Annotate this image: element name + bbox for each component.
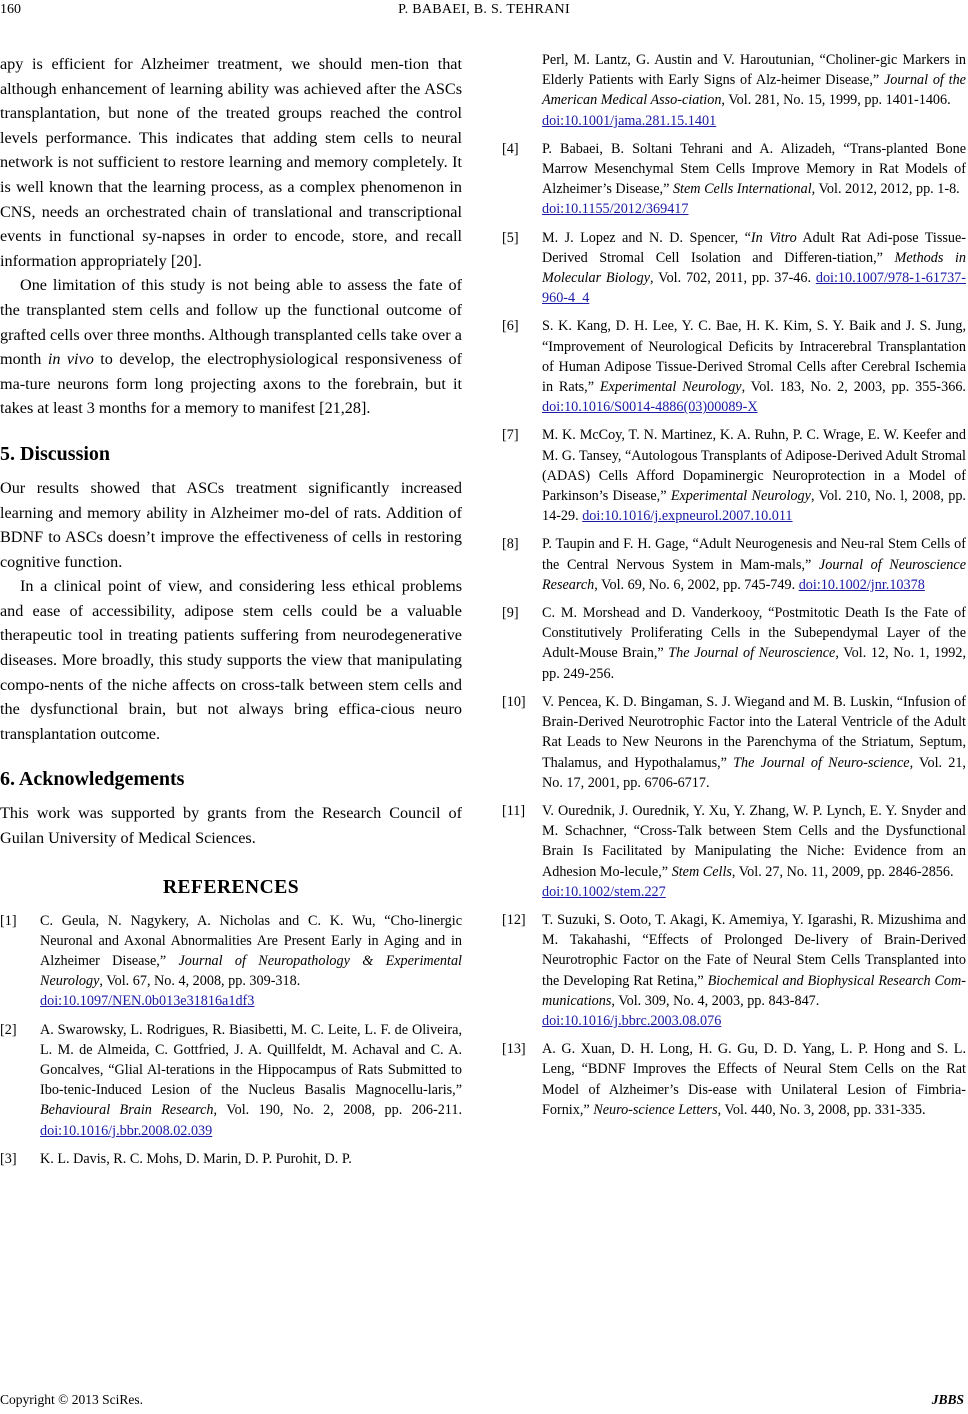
reference-journal: Stem Cells xyxy=(671,863,732,880)
reference-item xyxy=(502,50,966,131)
reference-item xyxy=(502,1039,966,1120)
page-number: 160 xyxy=(0,2,21,17)
reference-text: V. Ourednik, J. Ourednik, Y. Xu, Y. Zhang, W. P. Lynch, E. Y. Snyder and M. Schachner, “Cross-Talk between Stem Cells and the Dysfunctional Brain Is Facilitated by Manipulating the Niche: Evidence from an Adhesion Mo-lecule,” xyxy=(542,802,966,880)
left-column xyxy=(0,52,462,1177)
reference-number: [3] xyxy=(0,1150,17,1167)
reference-number: [9] xyxy=(502,605,519,622)
reference-number: [1] xyxy=(0,912,17,929)
reference-details: , Vol. 69, No. 6, 2002, pp. 745-749. xyxy=(594,576,799,593)
doi-link[interactable]: doi:10.1097/NEN.0b013e31816a1df3 xyxy=(40,993,255,1010)
reference-item xyxy=(502,910,966,1031)
doi-link[interactable]: doi:10.1016/j.expneurol.2007.10.011 xyxy=(582,508,793,525)
reference-number: [12] xyxy=(502,911,526,928)
reference-journal: Journal of the American Medical Asso-ciation xyxy=(542,72,966,109)
reference-number: [4] xyxy=(502,140,519,157)
page-footer xyxy=(0,1392,968,1412)
reference-journal: The Journal of Neuroscience xyxy=(668,645,836,662)
reference-details: , Vol. 27, No. 11, 2009, pp. 2846-2856. xyxy=(731,863,954,880)
reference-item xyxy=(502,139,966,220)
section-heading-discussion: 5. Discussion xyxy=(0,442,111,465)
reference-details: , Vol. 21, No. 17, 2001, pp. 6706-6717. xyxy=(542,754,966,791)
reference-item xyxy=(502,316,966,417)
reference-journal: Behavioural Brain Research xyxy=(40,1102,214,1119)
reference-text: M. K. McCoy, T. N. Martinez, K. A. Ruhn, P. C. Wrage, E. W. Keefer and M. G. Tansey, “Autologous Transplants of Adipose-Derived Adult Stromal (ADAS) Cells Afford Dopaminergic Neuroprotection in a Model of Parkinson’s Disease,” xyxy=(542,427,966,505)
doi-link[interactable]: doi:10.1016/S0014-4886(03)00089-X xyxy=(542,399,758,416)
reference-item xyxy=(502,603,966,684)
reference-text: A. Swarowsky, L. Rodrigues, R. Biasibetti, M. C. Leite, L. F. de Oliveira, L. M. de Almeida, C. Gottfried, J. A. Quillfeldt, M. Achaval and C. A. Goncalves, “Glial Al-terations in the Hippocampus of Rats Submitted to Ibo-tenic-Induced Lesion of the Nucleus Basalis Magnocellu-laris,” xyxy=(40,1021,462,1099)
doi-link[interactable]: doi:10.1001/jama.281.15.1401 xyxy=(542,112,717,129)
reference-journal: Journal of Neuroscience Research xyxy=(542,556,966,593)
reference-number: [2] xyxy=(0,1021,17,1038)
reference-text: Perl, M. Lantz, G. Austin and V. Haroutunian, “Choliner-gic Markers in Elderly Patients with Early Signs of Alz-heimer Disease,” xyxy=(542,52,966,89)
reference-journal: Experimental Neurology xyxy=(670,488,811,505)
reference-details: , Vol. 210, No. l, 2008, pp. 14-29. xyxy=(542,488,966,525)
copyright-notice: Copyright © 2013 SciRes. xyxy=(0,1392,144,1407)
reference-text: T. Suzuki, S. Ooto, T. Akagi, K. Amemiya, Y. Igarashi, R. Mizushima and M. Takahashi, “Effects of Prolonged De-livery of Brain-Derived Neurotrophic Factor on the Fate of Neural Stem Cells Transplanted into the Developing Rat Retina,” xyxy=(542,911,966,989)
doi-link[interactable]: doi:10.1002/stem.227 xyxy=(542,883,666,900)
running-title: P. BABAEI, B. S. TEHRANI xyxy=(398,2,570,17)
reference-number: [8] xyxy=(502,536,519,553)
body-paragraph: Our results showed that ASCs treatment significantly increased learning and memory ability in Alzheimer mo-del of rats. Addition of BDNF to ASCs doesn’t improve the effectiveness of cells in restoring cognitive function. xyxy=(0,478,462,571)
reference-journal: Journal of Neuropathology & Experimental Neurology xyxy=(40,953,462,990)
right-column xyxy=(502,50,966,1128)
body-paragraph: apy is efficient for Alzheimer treatment, we should men-tion that although enhancement of learning ability was achieved after the ASCs transplantation, but none of the treated groups reached the control levels performance. This indicates that adding stem cells to neural network is not sufficient to restore learning and memory completely. It is well known that the learning process, as a complex phenomenon in CNS, needs an orchestrated chain of translational and transcriptional events in functional sy-napses in order to encode, store, and recall information appropriately [20]. xyxy=(0,55,462,270)
reference-text: Adult Rat Adi-pose Tissue-Derived Stromal Cell Isolation and Differen-tiation,” xyxy=(542,229,967,266)
reference-item xyxy=(502,425,966,526)
reference-number: [11] xyxy=(502,802,526,819)
reference-details: , Vol. 190, No. 2, 2008, pp. 206-211. xyxy=(213,1102,462,1119)
page-header xyxy=(0,0,968,22)
reference-item xyxy=(0,1149,462,1169)
reference-journal: Methods in Molecular Biology xyxy=(542,249,966,287)
journal-abbreviation: JBBS xyxy=(931,1392,964,1407)
reference-number: [5] xyxy=(502,229,519,246)
reference-text: P. Taupin and F. H. Gage, “Adult Neurogenesis and Neu-ral Stem Cells of the Central Nervous System in Mam-mals,” xyxy=(542,536,966,573)
reference-text: P. Babaei, B. Soltani Tehrani and A. Alizadeh, “Trans-planted Bone Marrow Mesenchymal Stem Cells Improve Memory in Rat Models of Alzheimer’s Disease,” xyxy=(542,140,966,198)
reference-title-italic: In Vitro xyxy=(750,229,797,246)
doi-link[interactable]: doi:10.1155/2012/369417 xyxy=(542,201,689,218)
reference-details: , Vol. 67, No. 4, 2008, pp. 309-318. xyxy=(99,973,301,990)
reference-journal: The Journal of Neuro-science xyxy=(733,754,910,771)
reference-details: , Vol. 702, 2011, pp. 37-46. xyxy=(650,270,816,287)
reference-number: [6] xyxy=(502,318,519,335)
reference-item xyxy=(0,1020,462,1141)
reference-text: V. Pencea, K. D. Bingaman, S. J. Wiegand and M. B. Luskin, “Infusion of Brain-Derived Neurotrophic Factor into the Lateral Ventricle of the Adult Rat Leads to New Neurons in the Parenchyma of the Striatum, Septum, Thalamus, and Hypothalamus,” xyxy=(542,693,966,771)
reference-journal: Biochemical and Biophysical Research Com-munications xyxy=(542,972,966,1009)
doi-link[interactable]: doi:10.1002/jnr.10378 xyxy=(798,576,925,593)
reference-number: [10] xyxy=(502,693,526,710)
reference-details: , Vol. 183, No. 2, 2003, pp. 355-366. xyxy=(741,379,966,396)
reference-text: S. K. Kang, D. H. Lee, Y. C. Bae, H. K. Kim, S. Y. Baik and J. S. Jung, “Improvement of Neurological Deficits by Intracerebral Transplantation of Human Adipose Tissue-Derived Stromal Cells after Cerebral Ischemia in Rats,” xyxy=(542,318,966,396)
reference-number: [13] xyxy=(502,1041,526,1058)
reference-text: M. J. Lopez and N. D. Spencer, “ xyxy=(542,229,751,246)
doi-link[interactable]: doi:10.1016/j.bbrc.2003.08.076 xyxy=(542,1012,722,1029)
reference-details: , Vol. 309, No. 4, 2003, pp. 843-847. xyxy=(611,992,820,1009)
doi-link[interactable]: doi:10.1007/978-1-61737-960-4_4 xyxy=(542,270,966,307)
body-paragraph: In a clinical point of view, and considering less ethical problems and ease of accessibility, adipose stem cells could be a valuable therapeutic tool in treating patients suffering from neurodegenerative diseases. More broadly, this study supports the view that manipulating compo-nents of the niche affects on cross-talk between stem cells and the dysfunctional brain, but not always bring effica-cious neuro transplantation outcome. xyxy=(0,577,462,743)
acknowledgement-text: This work was supported by grants from the Research Council of Guilan University of Medical Sciences. xyxy=(0,804,462,848)
reference-item xyxy=(502,692,966,793)
references-heading: REFERENCES xyxy=(162,876,300,898)
reference-journal: Neuro-science Letters xyxy=(593,1101,718,1118)
reference-text: C. M. Morshead and D. Vanderkooy, “Postmitotic Death Is the Fate of Constitutively Proliferating Cells in the Subependymal Layer of the Adult-Mouse Brain,” xyxy=(542,605,966,662)
reference-journal: Stem Cells International xyxy=(672,181,812,198)
reference-text: C. Geula, N. Nagykery, A. Nicholas and C. K. Wu, “Cho-linergic Neuronal and Axonal Abnormalities Are Present Early in Aging and in Alzheimer Disease,” xyxy=(40,912,462,970)
reference-details: , Vol. 440, No. 3, 2008, pp. 331-335. xyxy=(717,1101,926,1118)
reference-details: , Vol. 281, No. 15, 1999, pp. 1401-1406. xyxy=(721,92,951,109)
body-paragraph: One limitation of this study is not being able to assess the fate of the transplanted stem cells and follow up the functional outcome of grafted cells over three months. Although transplanted cells take over a month in vivo to develop, the electrophysiological responsiveness of ma-ture neurons form long projecting axons to the forebrain, but it takes at least 3 months for a memory to manifest [21,28]. xyxy=(0,276,462,418)
reference-journal: Experimental Neurology xyxy=(599,379,742,396)
reference-item xyxy=(502,801,966,902)
section-heading-acknowledgements: 6. Acknowledgements xyxy=(0,768,185,791)
reference-item xyxy=(502,228,966,309)
reference-text: A. G. Xuan, D. H. Long, H. G. Gu, D. D. Yang, L. P. Hong and S. L. Leng, “BDNF Improves the Effects of Neural Stem Cells on the Rat Model of Alzheimer’s Dis-ease with Unilateral Lesion of Fimbria-Fornix,” xyxy=(542,1041,966,1118)
reference-details: , Vol. 12, No. 1, 1992, pp. 249-256. xyxy=(542,645,966,682)
reference-list xyxy=(502,50,966,1120)
doi-link[interactable]: doi:10.1016/j.bbr.2008.02.039 xyxy=(40,1122,213,1139)
reference-item xyxy=(0,911,462,1012)
reference-item xyxy=(502,534,966,595)
reference-text: K. L. Davis, R. C. Mohs, D. Marin, D. P. Purohit, D. P. xyxy=(40,1150,352,1167)
reference-details: , Vol. 2012, 2012, pp. 1-8. xyxy=(811,181,960,198)
reference-number: [7] xyxy=(502,427,519,444)
reference-list xyxy=(0,911,462,1169)
